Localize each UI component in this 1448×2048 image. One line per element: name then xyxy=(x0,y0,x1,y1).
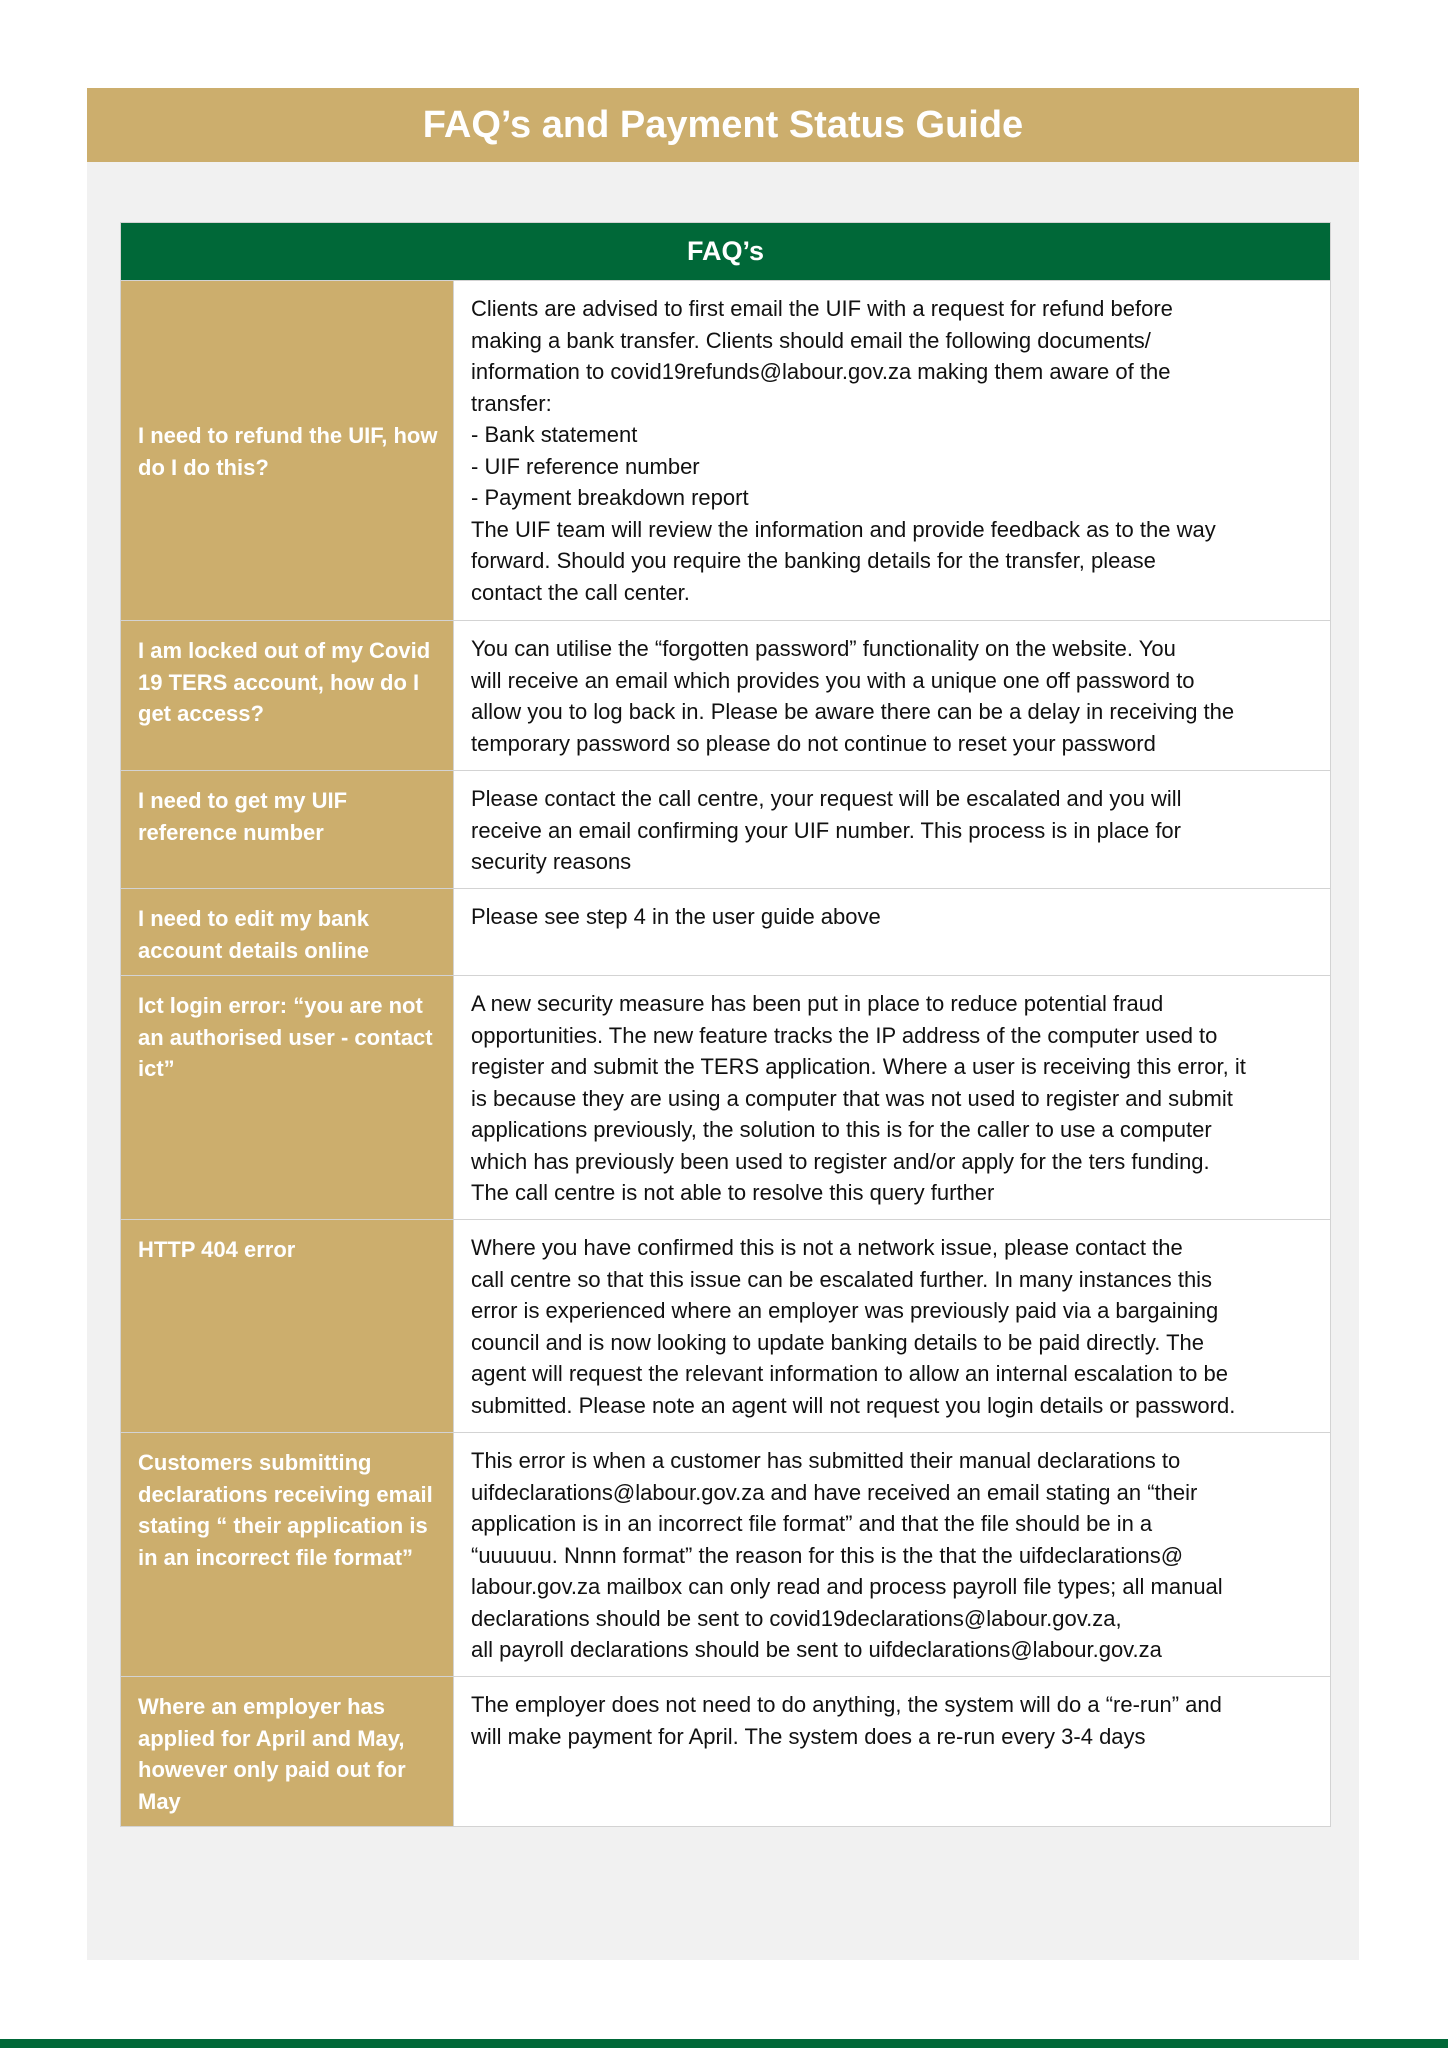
faq-header: FAQ’s xyxy=(121,223,1330,280)
faq-answer: Clients are advised to first email the UIF with a request for refund before making a bank transfer. Clients should email the following documents/ information to covid19refunds@labour.gov.za making them aware of the transfer: - Bank statement - UIF reference number - Payment breakdown report The UIF team will review the information and provide feedback as to the way forward. Should you require the banking details for the transfer, please contact the call center. xyxy=(471,296,1216,605)
faq-question: Where an employer has applied for April and May, however only paid out for May xyxy=(121,1677,454,1826)
faq-row xyxy=(121,888,1330,975)
faq-row xyxy=(121,1432,1330,1676)
faq-answer: You can utilise the “forgotten password” functionality on the website. You will receive an email which provides you with a unique one off password to allow you to log back in. Please be aware there can be a delay in receiving the temporary password so please do not continue to reset your password xyxy=(471,636,1235,756)
faq-question: HTTP 404 error xyxy=(121,1220,454,1432)
faq-row xyxy=(121,770,1330,888)
faq-answer: This error is when a customer has submitted their manual declarations to uifdeclarations@labour.gov.za and have received an email stating an “their application is in an incorrect file format” and that the file should be in a “uuuuuu. Nnnn format” the reason for this is the that the uifdeclarations@ labour.gov.za mailbox can only read and process payroll file types; all manual declarations should be sent to covid19declarations@labour.gov.za, all payroll declarations should be sent to uifdeclarations@labour.gov.za xyxy=(471,1448,1223,1662)
faq-answer: Please see step 4 in the user guide above xyxy=(471,904,881,929)
faq-question: I need to refund the UIF, how do I do this? xyxy=(121,281,454,620)
faq-question: I need to edit my bank account details online xyxy=(121,889,454,975)
faq-answer: A new security measure has been put in place to reduce potential fraud opportunities. The new feature tracks the IP address of the computer used to register and submit the TERS application. Where a user is receiving this error, it is because they are using a computer that was not used to register and submit applications previously, the solution to this is for the caller to use a computer which has previously been used to register and/or apply for the ters funding. The call centre is not able to resolve this query further xyxy=(471,991,1246,1205)
faq-row xyxy=(121,975,1330,1219)
faq-question: I am locked out of my Covid 19 TERS account, how do I get access? xyxy=(121,621,454,770)
page-title: FAQ’s and Payment Status Guide xyxy=(422,103,1024,146)
faq-question: Ict login error: “you are not an authorised user - contact ict” xyxy=(121,976,454,1219)
faq-question: I need to get my UIF reference number xyxy=(121,771,454,888)
faq-answer: Please contact the call centre, your request will be escalated and you will receive an email confirming your UIF number. This process is in place for security reasons xyxy=(471,786,1182,874)
title-banner xyxy=(87,88,1359,162)
faq-answer: The employer does not need to do anything, the system will do a “re-run” and will make payment for April. The system does a re-run every 3-4 days xyxy=(471,1692,1222,1749)
faq-row xyxy=(121,620,1330,770)
footer-bar xyxy=(0,2039,1448,2048)
faq-row xyxy=(121,1676,1330,1826)
faq-row xyxy=(121,280,1330,620)
faq-question: Customers submitting declarations receiving email stating “ their application is in an incorrect file format” xyxy=(121,1433,454,1676)
faq-row xyxy=(121,1219,1330,1432)
faq-table xyxy=(120,222,1331,1827)
faq-answer: Where you have confirmed this is not a network issue, please contact the call centre so that this issue can be escalated further. In many instances this error is experienced where an employer was previously paid via a bargaining council and is now looking to update banking details to be paid directly. The agent will request the relevant information to allow an internal escalation to be submitted. Please note an agent will not request you login details or password. xyxy=(471,1235,1236,1418)
